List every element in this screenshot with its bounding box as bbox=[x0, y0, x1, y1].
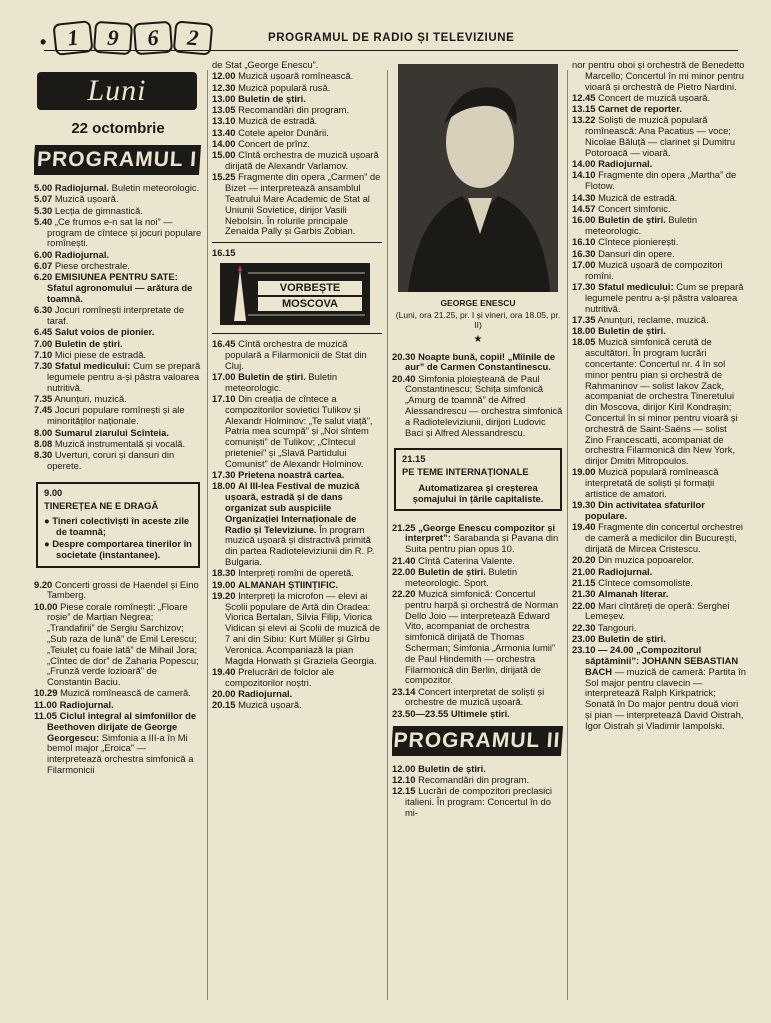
entry-time: 14.00 bbox=[572, 158, 596, 170]
schedule-entry bbox=[34, 394, 202, 405]
page-header bbox=[40, 18, 740, 58]
schedule-entry bbox=[212, 470, 382, 481]
schedule-list bbox=[392, 523, 564, 720]
schedule-entry bbox=[572, 337, 746, 467]
entry-text: Mici piese de estradă. bbox=[54, 348, 147, 360]
entry-time: 6.45 bbox=[34, 326, 53, 338]
entry-text: Muzică de estradă. bbox=[238, 115, 318, 127]
entry-time: 21.00 bbox=[572, 565, 596, 577]
schedule-entry bbox=[572, 249, 746, 260]
schedule-entry bbox=[572, 237, 746, 248]
entry-time: 15.25 bbox=[212, 171, 236, 183]
entry-time: 12.00 bbox=[392, 762, 416, 774]
entry-title: Almanah literar. bbox=[598, 588, 669, 600]
schedule-entry bbox=[212, 172, 382, 237]
entry-title: EMISIUNEA PENTRU SATE: Sfatul agronomului — arătura de toamnă. bbox=[47, 271, 193, 304]
entry-text: Concert simfonic. bbox=[598, 202, 671, 214]
teme-box bbox=[394, 448, 562, 510]
entry-text: Buletin meteorologic. bbox=[585, 214, 698, 236]
schedule-entry bbox=[212, 667, 382, 689]
schedule-entry bbox=[572, 282, 746, 314]
schedule-entry bbox=[212, 689, 382, 700]
schedule-list bbox=[34, 580, 202, 776]
entry-title: Din activitatea sfaturilor populare. bbox=[585, 499, 705, 522]
schedule-entry bbox=[212, 339, 382, 371]
entry-time: 18.00 bbox=[212, 480, 236, 492]
box-bullet-item: ● Despre comportarea tinerilor în societate (instantanee). bbox=[44, 537, 192, 560]
entry-time: 20.20 bbox=[572, 554, 596, 566]
entry-time: 7.00 bbox=[34, 337, 53, 349]
schedule-entry bbox=[212, 372, 382, 394]
entry-title: Buletin de știri. bbox=[54, 337, 123, 349]
entry-time: 17.10 bbox=[212, 393, 236, 405]
schedule-entry bbox=[392, 786, 564, 818]
entry-time: 17.00 bbox=[572, 258, 596, 270]
entry-time: 23.50—23.55 bbox=[392, 707, 449, 719]
entry-time: 14.30 bbox=[572, 191, 596, 203]
schedule-entry bbox=[34, 405, 202, 427]
schedule-entry bbox=[212, 394, 382, 470]
year-digit-4: 2 bbox=[173, 20, 214, 55]
moscow-label-bottom: MOSCOVA bbox=[281, 298, 339, 311]
schedule-entry bbox=[572, 60, 746, 92]
schedule-entry bbox=[392, 567, 564, 589]
schedule-entry bbox=[212, 83, 382, 94]
entry-text: Tangouri. bbox=[597, 621, 637, 633]
schedule-entry bbox=[572, 567, 746, 578]
entry-title: Sumarul ziarului Scînteia. bbox=[54, 426, 169, 438]
schedule-entry bbox=[572, 500, 746, 522]
schedule-list bbox=[34, 183, 202, 472]
entry-title: Radiojurnal. bbox=[598, 158, 653, 170]
schedule-entry bbox=[34, 602, 202, 688]
schedule-entry bbox=[212, 150, 382, 172]
entry-title: Noapte bună, copii! „Mîinile de aur” de Carmen Constantinescu. bbox=[405, 350, 556, 373]
entry-time: 12.00 bbox=[212, 70, 236, 82]
schedule-entry bbox=[212, 591, 382, 667]
schedule-entry bbox=[572, 645, 746, 731]
entry-text: Simfonia ploieșteană de Paul Constantinescu; Schița simfonică „Amurg de toamnă” de Alfred Alessandrescu — orchestra simfonică a Radioteleviziunii, dirijori Ludovic Baci și Alfred Alessandrescu. bbox=[405, 372, 563, 438]
schedule-entry bbox=[392, 556, 564, 567]
schedule-entry bbox=[34, 450, 202, 472]
entry-time: 17.30 bbox=[212, 469, 236, 481]
entry-text: În program muzică ușoară și distractivă primită din partea Radioteleviziunii din R. P. Bulgaria. bbox=[225, 523, 375, 567]
header-rule bbox=[44, 50, 738, 51]
page-title: PROGRAMUL DE RADIO ȘI TELEVIZIUNE bbox=[268, 32, 515, 44]
entry-text: Cum se prepară legumele pentru a-și păstra valoarea nutritivă. bbox=[47, 360, 201, 393]
entry-text: Muzică ușoară. bbox=[238, 699, 302, 711]
entry-time: 9.20 bbox=[34, 578, 53, 590]
schedule-entry bbox=[212, 60, 382, 71]
schedule-entry bbox=[572, 215, 746, 237]
entry-time: 8.00 bbox=[34, 426, 53, 438]
schedule-entry bbox=[34, 361, 202, 393]
entry-time: 23.00 bbox=[572, 632, 596, 644]
schedule-entry bbox=[572, 467, 746, 499]
entry-time: 16.45 bbox=[212, 338, 236, 350]
box-title: TINEREȚEA NE E DRAGĂ bbox=[44, 499, 159, 511]
column-divider bbox=[387, 70, 388, 1000]
entry-time: 20.40 bbox=[392, 372, 416, 384]
schedule-entry bbox=[34, 327, 202, 338]
entry-time: 8.08 bbox=[34, 437, 53, 449]
entry-time: 6.07 bbox=[34, 260, 53, 272]
entry-title: Buletin de știri. bbox=[598, 214, 666, 226]
entry-time: 22.30 bbox=[572, 621, 596, 633]
portrait-name: GEORGE ENESCU bbox=[440, 298, 516, 308]
schedule-entry bbox=[34, 439, 202, 450]
entry-text: Prelucrări de folclor ale compozitorilor noștri. bbox=[225, 665, 334, 688]
entry-text: Sarabanda și Pavana din Suita pentru pian opus 10. bbox=[405, 532, 559, 555]
entry-title: Sfatul medicului: bbox=[54, 360, 131, 372]
entry-time: 17.30 bbox=[572, 280, 596, 292]
schedule-entry bbox=[34, 206, 202, 217]
schedule-entry bbox=[572, 193, 746, 204]
entry-time: 18.30 bbox=[212, 567, 236, 579]
schedule-entry bbox=[212, 128, 382, 139]
year-digit-3: 6 bbox=[133, 21, 173, 56]
entry-text: Recomandări din program. bbox=[238, 104, 350, 116]
divider-line bbox=[212, 333, 382, 334]
schedule-entry bbox=[572, 555, 746, 566]
schedule-entry bbox=[572, 204, 746, 215]
entry-time: 5.30 bbox=[34, 204, 53, 216]
schedule-entry bbox=[212, 71, 382, 82]
entry-text: Anunțuri, reclame, muzică. bbox=[597, 313, 709, 325]
entry-title: Sfatul medicului: bbox=[598, 280, 674, 292]
entry-time: 22.00 bbox=[392, 565, 416, 577]
entry-time: 21.25 bbox=[392, 521, 416, 533]
moscow-time: 16.15 bbox=[212, 247, 236, 259]
schedule-entry bbox=[34, 700, 202, 711]
entry-time: 6.20 bbox=[34, 271, 53, 283]
entry-title: Radiojurnal. bbox=[59, 698, 114, 710]
moscow-label-top: VORBEȘTE bbox=[279, 282, 341, 295]
entry-title: Prietena noastră cartea. bbox=[238, 469, 345, 481]
entry-text: Uverturi, coruri și dansuri din operete. bbox=[47, 449, 175, 471]
schedule-entry bbox=[34, 217, 202, 249]
entry-time: 15.00 bbox=[212, 149, 236, 161]
schedule-entry bbox=[212, 568, 382, 579]
entry-title: Radiojurnal. bbox=[598, 565, 653, 577]
star-divider: ★ bbox=[473, 333, 483, 345]
schedule-entry bbox=[34, 261, 202, 272]
day-date: 22 octombrie bbox=[71, 120, 165, 137]
entry-time: 5.00 bbox=[34, 182, 53, 193]
column-divider bbox=[567, 70, 568, 1000]
entry-title: Radiojurnal. bbox=[54, 248, 110, 260]
entry-time: 21.30 bbox=[572, 588, 596, 600]
entry-time: 6.00 bbox=[34, 248, 53, 260]
schedule-entry bbox=[572, 601, 746, 623]
schedule-entry bbox=[34, 183, 202, 194]
entry-text: Buletin meteorologic. Sport. bbox=[405, 565, 518, 588]
entry-time: 8.30 bbox=[34, 449, 53, 461]
entry-time: 13.10 bbox=[212, 115, 236, 127]
schedule-entry bbox=[34, 272, 202, 304]
entry-text: Muzică simfonică: Concertul pentru harpă și orchestră de Norman Dello Joio — interpretează Edward Vito, acompaniat de orchestra simfonică dirijată de Thomas Scherman; Simfonia „Armonia lumii” de Paul Hindemith — orchestra Filarmonică din Berlin, dirijată de compozitor. bbox=[405, 587, 559, 686]
entry-time: 16.00 bbox=[572, 214, 596, 226]
header-bullet: • bbox=[40, 32, 47, 52]
schedule-entry bbox=[34, 428, 202, 439]
entry-title: Buletin de știri. bbox=[418, 762, 486, 774]
entry-title: Buletin de știri. bbox=[418, 565, 486, 577]
entry-text: Din creația de cîntece a compozitorilor sovietici Tulikov și Alexandr Holminov: „Te salut viață”, Patria mea scumpă” și „Noi sîntem comuniști” de Tulikov; „Cîntecul prieteniei” și „Slavă Partidului Comunist” de Alexandr Holminov. bbox=[225, 393, 373, 469]
schedule-entry bbox=[392, 775, 564, 786]
entry-time: 5.40 bbox=[34, 215, 53, 227]
schedule-entry bbox=[34, 350, 202, 361]
entry-title: „Compozitorul săptămînii”: JOHANN SEBASTIAN BACH bbox=[585, 644, 739, 677]
column-4 bbox=[572, 60, 746, 1005]
entry-time: 7.30 bbox=[34, 360, 53, 372]
entry-text: Recomandări din program. bbox=[418, 773, 530, 785]
entry-text: Cum se prepară legumele pentru a-și păstra valoarea nutritivă. bbox=[585, 280, 744, 314]
entry-title: Buletin de știri. bbox=[238, 92, 306, 104]
entry-text: Cîntă orchestra de muzică populară a Filarmonicii de Stat din Cluj. bbox=[225, 338, 367, 371]
entry-text: Concert interpretat de soliști și orchestre de muzică ușoară. bbox=[405, 685, 545, 708]
entry-time: 14.57 bbox=[572, 202, 596, 214]
entry-text: Piese corale romînești: „Floare roșie” de Marțian Negrea; „Trandafirii” de Sergiu Sarchizov; „Sub raza de lună” de Emil Lerescu; „Teiuleț cu foaie lată” de Mihail Jora; „Cîntec de dor” de Zaharia Popescu; „Frunză verde lozioară” de Constantin Baciu. bbox=[47, 600, 199, 688]
entry-title: ALMANAH ȘTIINȚIFIC. bbox=[238, 578, 339, 590]
entry-time: 20.00 bbox=[212, 688, 236, 700]
entry-time: 12.10 bbox=[392, 773, 416, 785]
schedule-entry bbox=[34, 250, 202, 261]
entry-time: 14.10 bbox=[572, 169, 596, 181]
schedule-entry bbox=[572, 522, 746, 554]
entry-text: Anunțuri, muzică. bbox=[54, 393, 127, 405]
schedule-entry bbox=[34, 339, 202, 350]
year-digit-2: 9 bbox=[93, 21, 133, 56]
portrait-caption: (Luni, ora 21.25, pr. I și vineri, ora 18.05, pr. II) bbox=[395, 309, 561, 330]
entry-time: 18.05 bbox=[572, 336, 596, 348]
entry-text: Mari cîntăreți de operă: Serghei Lemeșev. bbox=[585, 599, 730, 622]
entry-text: Buletin meteorologic. bbox=[111, 182, 200, 193]
entry-text: Piese orchestrale. bbox=[54, 260, 130, 272]
entry-text: nor pentru oboi și orchestră de Benedetto Marcello; Concertul în mi minor pentru vioară și orchestră de Pietro Nardini. bbox=[572, 60, 745, 92]
entry-time: 19.00 bbox=[212, 578, 236, 590]
box-body: Automatizarea și creșterea șomajului în țările capitaliste. bbox=[412, 482, 544, 504]
schedule-entry bbox=[572, 578, 746, 589]
entry-time: 19.00 bbox=[572, 466, 596, 478]
schedule-entry bbox=[212, 580, 382, 591]
entry-text: Din muzica popoarelor. bbox=[598, 554, 694, 566]
schedule-entry bbox=[572, 315, 746, 326]
schedule-entry bbox=[392, 374, 564, 439]
entry-time: 12.30 bbox=[212, 81, 236, 93]
schedule-entry bbox=[572, 93, 746, 104]
entry-text: Dansuri din opere. bbox=[598, 247, 675, 259]
entry-time: 19.30 bbox=[572, 499, 596, 511]
entry-text: Muzică ușoară. bbox=[54, 193, 119, 205]
entry-text: Muzică instrumentală și vocală. bbox=[54, 437, 186, 449]
entry-time: 17.00 bbox=[212, 370, 236, 382]
entry-text: Cîntece pionierești. bbox=[598, 236, 679, 248]
entry-text: Fragmente din opera „Carmen” de Bizet — interpretează ansamblul Teatrului Mare Academic de Stat al Uniunii Sovietice, dirijor Vasili Nebolsin. În rolurile principale Zenaida Pally și Garbis Zobian. bbox=[225, 171, 381, 237]
entry-text: Muzică simfonică cerută de ascultători. În program lucrări concertante: Concertul nr. 4 în sol minor pentru pian și orchestră de Rahmaninov — solist Iakov Zack, acompaniat de orchestra Tineretului din Moscova, dirijor Kiril Kondrașin; Concertul în si minor pentru vioară și orchestră de Saint-Saëns — solist Zino Francescatti, acompaniat de orchestra Filarmonică din New York, dirijor Dmitri Mitropoulos. bbox=[585, 336, 738, 467]
entry-text: Concert de muzică ușoară. bbox=[598, 91, 711, 103]
entry-time: 22.20 bbox=[392, 587, 416, 599]
entry-time: 17.35 bbox=[572, 313, 596, 325]
schedule-entry bbox=[392, 687, 564, 709]
entry-time: 19.40 bbox=[572, 521, 596, 533]
schedule-entry bbox=[392, 523, 564, 555]
entry-text: Lucrări de compozitori preclasici italieni. În program: Concertul în do mi- bbox=[405, 785, 552, 818]
schedule-entry bbox=[34, 711, 202, 776]
entry-text: Concerti grossi de Haendel și Eino Tamberg. bbox=[47, 578, 199, 601]
schedule-entry bbox=[572, 170, 746, 192]
entry-text: Cîntece comsomoliste. bbox=[598, 576, 693, 588]
tineretea-box bbox=[36, 482, 200, 568]
schedule-entry bbox=[572, 104, 746, 115]
entry-time: 7.10 bbox=[34, 348, 53, 360]
entry-title: Radiojurnal. bbox=[238, 688, 293, 700]
entry-text: Muzică ușoară romînească. bbox=[238, 70, 354, 82]
schedule-entry bbox=[572, 115, 746, 158]
divider-line bbox=[212, 242, 382, 243]
entry-title: Carnet de reporter. bbox=[598, 103, 682, 115]
schedule-entry bbox=[572, 634, 746, 645]
column-1 bbox=[34, 60, 202, 1005]
entry-time: 11.05 bbox=[34, 710, 57, 722]
entry-time: 7.45 bbox=[34, 404, 53, 416]
schedule-entry bbox=[212, 116, 382, 127]
entry-time: 21.15 bbox=[572, 576, 596, 588]
schedule-entry bbox=[34, 194, 202, 205]
year-digit-1: 1 bbox=[52, 20, 93, 56]
entry-text: Muzică populară rusă. bbox=[238, 81, 331, 93]
entry-text: Jocuri romînești interpretate de taraf. bbox=[47, 304, 185, 327]
box-bullet-item: ● Tineri colectiviști în aceste zile de toamnă; bbox=[44, 515, 190, 538]
moscow-logo bbox=[220, 263, 370, 325]
entry-text: Fragmente din concertul orchestrei de cameră a medicilor din București, dirijată de Mircea Cristescu. bbox=[585, 521, 743, 555]
entry-time: 10.00 bbox=[34, 600, 58, 612]
entry-time: 13.40 bbox=[212, 126, 236, 138]
entry-title: Buletin de știri. bbox=[598, 632, 666, 644]
entry-title: Ultimele știri. bbox=[450, 707, 510, 719]
entry-time: 11.00 bbox=[34, 698, 57, 710]
box-title: PE TEME INTERNAȚIONALE bbox=[402, 466, 529, 478]
schedule-entry bbox=[392, 589, 564, 686]
schedule-list bbox=[392, 352, 564, 439]
entry-time: 20.30 bbox=[392, 350, 416, 362]
entry-time: 13.15 bbox=[572, 103, 596, 115]
entry-text: Soliști de muzică populară romînească: Ana Pacatius — voce; Nicolae Băluță — clarinet și Dumitru Potoroacă — vioară. bbox=[585, 114, 736, 158]
entry-text: Muzică ușoară de compozitori romîni. bbox=[585, 258, 723, 281]
entry-time: 18.00 bbox=[572, 325, 596, 337]
schedule-entry bbox=[34, 580, 202, 602]
schedule-list bbox=[212, 60, 382, 237]
schedule-entry bbox=[572, 326, 746, 337]
column-2 bbox=[212, 60, 382, 1005]
schedule-entry bbox=[34, 688, 202, 699]
entry-text: Buletin meteorologic. bbox=[225, 370, 338, 393]
day-name: Luni bbox=[37, 72, 197, 110]
entry-time: 16.10 bbox=[572, 236, 596, 248]
box-time: 9.00 bbox=[44, 486, 63, 498]
schedule-entry bbox=[392, 709, 564, 720]
schedule-entry bbox=[212, 139, 382, 150]
schedule-entry bbox=[572, 159, 746, 170]
schedule-entry bbox=[212, 481, 382, 567]
schedule-list bbox=[212, 339, 382, 711]
column-3 bbox=[392, 60, 564, 1005]
entry-title: Buletin de știri. bbox=[238, 370, 306, 382]
entry-time: 19.40 bbox=[212, 665, 236, 677]
entry-text: Cîntă orchestra de muzică ușoară dirijată de Alexandr Varlamov. bbox=[225, 149, 379, 172]
schedule-entry bbox=[392, 352, 564, 374]
schedule-entry bbox=[392, 764, 564, 775]
entry-time: 12.45 bbox=[572, 91, 596, 103]
entry-time: 14.00 bbox=[212, 138, 236, 150]
entry-title: „George Enescu compozitor și interpret”: bbox=[405, 521, 556, 544]
entry-text: Muzică de estradă. bbox=[598, 191, 678, 203]
entry-text: Interpreți la microfon — elevi ai Școlii populare de Artă din Oradea: Viorica Bertalan, Silvia Filip, Viorica Vidican și elevi ai Școlii de muzică de 7 ani din Sibiu: Kurt Müller și Gîrbu Veronica. Acompaniază la pian Magda Horwath și Graziela Georgia. bbox=[225, 589, 381, 666]
entry-time: 23.14 bbox=[392, 685, 416, 697]
entry-text: Muzică populară romînească interpretată de soliști și formații artistice de amatori. bbox=[585, 466, 719, 500]
entry-time: 5.07 bbox=[34, 193, 53, 205]
entry-text: „Ce frumos e-n sat la noi” — program de cîntece și jocuri populare romînești. bbox=[47, 215, 202, 249]
schedule-entry bbox=[572, 260, 746, 282]
entry-time: 13.05 bbox=[212, 104, 236, 116]
entry-time: 13.00 bbox=[212, 92, 236, 104]
program-2-banner: PROGRAMUL II bbox=[392, 726, 563, 756]
entry-text: Jocuri populare romînești și ale minorităților naționale. bbox=[47, 404, 185, 427]
entry-time: 12.15 bbox=[392, 785, 416, 797]
george-enescu-portrait bbox=[398, 64, 558, 292]
entry-time: 21.40 bbox=[392, 554, 416, 566]
entry-time: 22.00 bbox=[572, 599, 596, 611]
entry-text: Cîntă Caterina Valente. bbox=[418, 554, 515, 566]
entry-title: Al III-lea Festival de muzică ușoară, estradă și de dans organizat sub auspiciile Organizației Internaționale de Radio și Televiziune. bbox=[225, 480, 360, 535]
entry-time: 6.30 bbox=[34, 304, 53, 316]
entry-text: Fragmente din opera „Martha” de Flotow. bbox=[585, 169, 737, 192]
entry-time: 23.10 — 24.00 bbox=[572, 644, 634, 656]
entry-title: Salut voios de pionier. bbox=[54, 326, 155, 338]
schedule-entry bbox=[572, 623, 746, 634]
entry-time: 7.35 bbox=[34, 393, 53, 405]
schedule-entry bbox=[212, 105, 382, 116]
entry-text: Lecția de gimnastică. bbox=[54, 204, 143, 216]
entry-text: Cotele apelor Dunării. bbox=[238, 126, 329, 138]
schedule-entry bbox=[212, 700, 382, 711]
box-time: 21.15 bbox=[402, 453, 426, 465]
entry-time: 20.15 bbox=[212, 699, 236, 711]
entry-text: Concert de prînz. bbox=[238, 138, 310, 150]
schedule-list bbox=[572, 60, 746, 732]
entry-text: Muzică romînească de cameră. bbox=[60, 687, 191, 699]
entry-time: 16.30 bbox=[572, 247, 596, 259]
entry-title: Buletin de știri. bbox=[598, 325, 666, 337]
entry-time: 10.29 bbox=[34, 687, 58, 699]
entry-time: 19.20 bbox=[212, 589, 236, 601]
entry-text: Simfonia a III-a în Mi bemol major „Eroica” — interpretează orchestra simfonică a Filarmonicii bbox=[47, 731, 194, 776]
entry-text: Interpreți romîni de operetă. bbox=[238, 567, 354, 579]
entry-text: — muzică de cameră: Partita în Sol major pentru clavecin — interpretează Ralph Kirkpatrick; Sonată în Do major pentru două viori și pian — interpretează David Oistrah, Igor Oistrah și Vladimir Iampolski. bbox=[585, 665, 746, 731]
entry-title: Radiojurnal. bbox=[54, 182, 110, 193]
entry-text: de Stat „George Enescu”. bbox=[212, 60, 319, 70]
schedule-list bbox=[392, 764, 564, 819]
program-1-banner: PROGRAMUL I bbox=[34, 145, 201, 175]
schedule-entry bbox=[572, 589, 746, 600]
column-divider bbox=[207, 70, 208, 1000]
schedule-entry bbox=[212, 94, 382, 105]
schedule-entry bbox=[34, 305, 202, 327]
entry-time: 13.22 bbox=[572, 114, 596, 126]
entry-title: Ciclul integral al simfoniilor de Beethoven dirijate de George Georgescu: bbox=[47, 710, 197, 743]
